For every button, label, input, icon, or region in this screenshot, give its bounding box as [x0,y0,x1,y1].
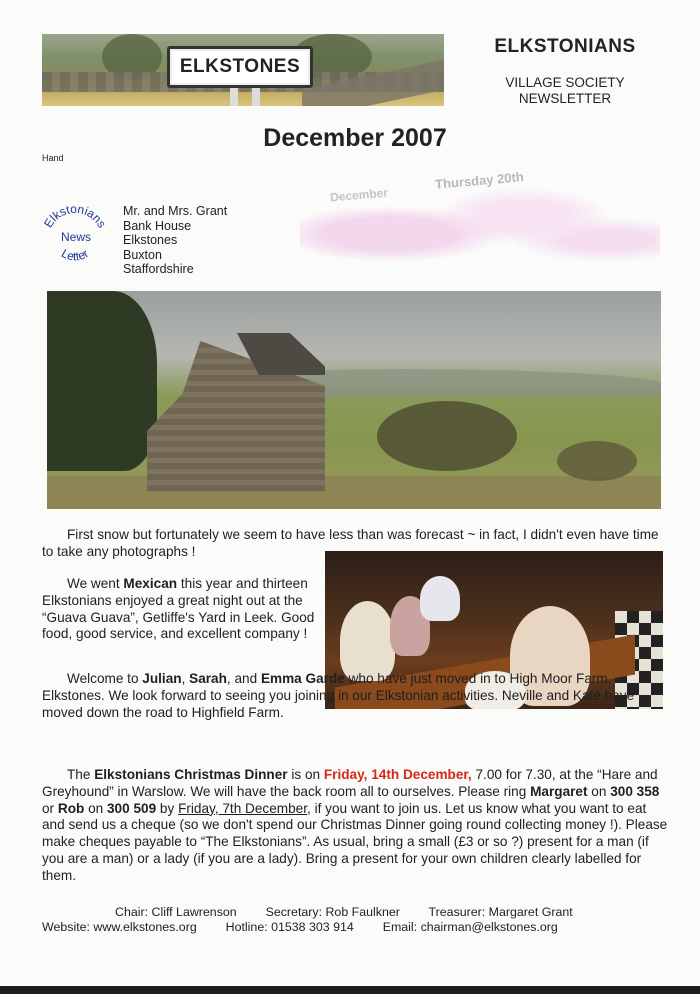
text-run: We went [67,576,124,591]
issue-date: December 2007 [263,124,447,152]
text-run: or [42,800,58,816]
dinner-date: Friday, 14th December, [323,767,472,782]
address-block [123,204,227,277]
text-bold: Sarah [189,671,227,686]
address-line: Buxton [123,247,162,262]
bush-shape [557,441,637,481]
header-photo [42,34,444,106]
text-run: , and [226,671,261,686]
chair-name: Chair: Cliff Lawrenson [115,905,237,919]
text-run: who have just moved in to High Moor Farm, Elkstones. We look forward to seeing you joining in our Elkstonian activities. Neville and Kate have moved down the road to Highfield Farm. [42,671,635,720]
text-run: 7.00 for 7.30, at the “Hare and Greyhound” in Warslow. We will have the back room all to ourselves. Please ring [42,767,658,799]
text-bold: Mexican [123,576,178,591]
text-bold: Emma Garde [260,671,345,686]
paragraph-snow: First snow but fortunately we seem to have less than was forecast ~ in fact, I didn't even have time to take any photographs ! [42,527,659,559]
text-run: Welcome to [67,671,143,686]
trees-shape [47,291,157,471]
footer-officers [115,905,573,919]
newsletter-subtitle: VILLAGE SOCIETY [505,75,625,90]
text-bold: Rob [57,800,85,816]
bush-shape [377,401,517,471]
text-run: , [181,671,190,686]
text-bold: Elkstonians Christmas Dinner [94,767,288,782]
hand-note: Hand [42,153,64,163]
footer-contacts [42,920,558,934]
text-bold: Julian [142,671,182,686]
hotline-number: Hotline: 01538 303 914 [225,920,354,934]
secretary-name: Secretary: Rob Faulkner [265,905,400,919]
newsletter-title: ELKSTONIANS [494,36,636,57]
bottom-edge-bar [0,986,700,994]
stamp-text: Thursday 20th [434,169,525,192]
person-shape [340,601,395,681]
sign-post [252,85,260,106]
village-sign: ELKSTONES [167,46,313,88]
person-shape [420,576,460,621]
logo-text-middle: News [60,230,92,244]
treasurer-name: Treasurer: Margaret Grant [428,905,573,919]
sign-post [230,85,238,106]
newsletter-subtitle: NEWSLETTER [518,91,612,106]
phone-number: 300 358 [610,783,660,799]
paragraph-dinner [42,767,672,885]
website-link[interactable]: Website: www.elkstones.org [42,920,197,934]
paragraph-mexican [42,576,325,643]
text-run: The [67,767,95,782]
ground-shape [47,476,661,509]
text-run: on [587,783,611,799]
text-run: this year and thirteen Elkstonians enjoyed a great night out at the “Guava Guava”, Getliffe's Yard in Leek. Good food, good service, and excellent company ! [42,576,315,642]
text-run: by [156,800,179,816]
email-link[interactable]: Email: chairman@elkstones.org [382,920,558,934]
address-line: Staffordshire [123,262,194,277]
logo-text-bottom: Letter [59,246,92,264]
phone-number: 300 509 [107,800,157,816]
address-line: Mr. and Mrs. Grant [123,204,228,218]
deadline-date: Friday, 7th December [178,800,308,816]
paragraph-welcome [42,671,672,721]
elkstonians-logo [40,200,110,272]
text-run: on [84,800,107,816]
text-run: is on [287,767,324,782]
address-line: Elkstones [123,233,178,248]
address-line: Bank House [123,218,192,233]
text-bold: Margaret [530,783,588,799]
barn-photo [47,291,661,509]
stamp-text: December [329,185,389,205]
logo-text-top: Elkstonians [40,201,110,231]
text-run: , if you want to join us. Let us know what you want to eat and send us a cheque (so we don't spend our Christmas Dinner going round collecting money !). Please make cheques payable to “The Elkstonians”. As usual, bring a small (£3 or so ?) present for a man (if you are a man) or a lady (if you are a lady). Bring a present for your own children clearly labelled for them. [42,800,668,883]
